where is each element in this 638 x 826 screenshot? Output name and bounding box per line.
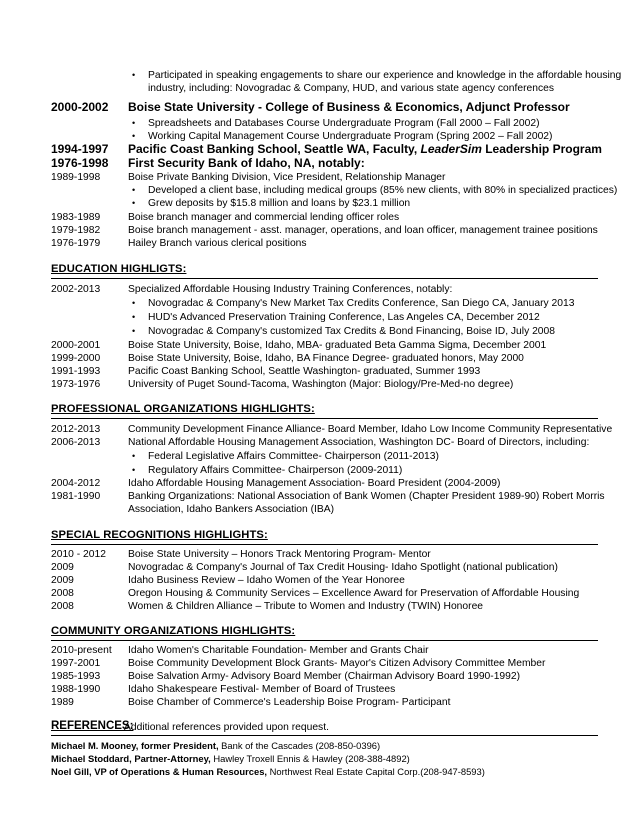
role-date: 1989-1998 bbox=[51, 172, 101, 183]
organization-text: Association, Idaho Bankers Association (IBA) bbox=[128, 504, 335, 515]
recognition-text: Oregon Housing & Community Services – Excellence Award for Preservation of Affordable Housing bbox=[128, 588, 580, 599]
education-date: 2000-2001 bbox=[51, 340, 101, 351]
job-date: 1976-1998 bbox=[51, 156, 109, 170]
bullet-icon: • bbox=[132, 118, 136, 128]
reference-org: Hawley Troxell Ennis & Hawley (208-388-4892) bbox=[210, 753, 410, 764]
bullet-icon: • bbox=[132, 298, 136, 308]
bullet-text: Novogradac & Company's customized Tax Credits & Bond Financing, Boise ID, July 2008 bbox=[148, 326, 555, 337]
education-text: Boise State University, Boise, Idaho, MBA- graduated Beta Gamma Sigma, December 2001 bbox=[128, 340, 547, 351]
section-heading-education: EDUCATION HIGHLIGTS: bbox=[51, 263, 187, 275]
recognition-date: 2010 - 2012 bbox=[51, 549, 106, 560]
organization-date: 2012-2013 bbox=[51, 424, 101, 435]
section-divider bbox=[51, 735, 598, 736]
education-text: University of Puget Sound-Tacoma, Washington (Major: Biology/Pre-Med-no degree) bbox=[128, 379, 514, 390]
community-text: Boise Chamber of Commerce's Leadership Boise Program- Participant bbox=[128, 697, 451, 708]
job-date: 1994-1997 bbox=[51, 142, 109, 156]
organization-date: 2006-2013 bbox=[51, 437, 101, 448]
reference-org: Northwest Real Estate Capital Corp.(208-947-8593) bbox=[267, 766, 485, 777]
bullet-text: Federal Legislative Affairs Committee- Chairperson (2011-2013) bbox=[148, 451, 439, 462]
organization-text: Idaho Affordable Housing Management Association- Board President (2004-2009) bbox=[128, 478, 501, 489]
role-text: Hailey Branch various clerical positions bbox=[128, 238, 307, 249]
recognition-text: Women & Children Alliance – Tribute to Women and Industry (TWIN) Honoree bbox=[128, 601, 484, 612]
reference-name: Michael Stoddard, Partner-Attorney, bbox=[51, 753, 211, 764]
job-title-part: Pacific Coast Banking School, Seattle WA, Faculty, bbox=[128, 142, 421, 156]
recognition-date: 2008 bbox=[51, 588, 74, 599]
community-date: 2010-present bbox=[51, 645, 112, 656]
recognition-date: 2008 bbox=[51, 601, 74, 612]
bullet-text: Working Capital Management Course Undergraduate Program (Spring 2002 – Fall 2002) bbox=[148, 131, 553, 142]
education-date: 1991-1993 bbox=[51, 366, 101, 377]
section-heading-recognitions: SPECIAL RECOGNITIONS HIGHLIGHTS: bbox=[51, 529, 268, 541]
section-heading-references: REFERENCES: bbox=[51, 720, 134, 732]
organization-date: 2004-2012 bbox=[51, 478, 101, 489]
reference-org: Bank of the Cascades (208-850-0396) bbox=[218, 740, 381, 751]
community-date: 1988-1990 bbox=[51, 684, 101, 695]
reference-entry bbox=[51, 740, 380, 751]
community-text: Idaho Women's Charitable Foundation- Member and Grants Chair bbox=[128, 645, 429, 656]
section-divider bbox=[51, 418, 598, 419]
section-divider bbox=[51, 544, 598, 545]
recognition-text: Idaho Business Review – Idaho Women of the Year Honoree bbox=[128, 575, 405, 586]
job-title: First Security Bank of Idaho, NA, notably: bbox=[128, 156, 365, 170]
organization-date: 1981-1990 bbox=[51, 491, 101, 502]
section-divider bbox=[51, 278, 598, 279]
community-date: 1997-2001 bbox=[51, 658, 101, 669]
education-text: Pacific Coast Banking School, Seattle Washington- graduated, Summer 1993 bbox=[128, 366, 481, 377]
recognition-text: Boise State University – Honors Track Mentoring Program- Mentor bbox=[128, 549, 431, 560]
community-text: Boise Community Development Block Grants- Mayor's Citizen Advisory Committee Member bbox=[128, 658, 546, 669]
section-divider bbox=[51, 640, 598, 641]
education-date: 1999-2000 bbox=[51, 353, 101, 364]
organization-text: Banking Organizations: National Association of Bank Women (Chapter President 1989-90) Robert Morris bbox=[128, 491, 605, 502]
bullet-text: Novogradac & Company's New Market Tax Credits Conference, San Diego CA, January 2013 bbox=[148, 298, 575, 309]
community-date: 1985-1993 bbox=[51, 671, 101, 682]
bullet-text: industry, including: Novogradac & Company, HUD, and various state agency conferences bbox=[148, 83, 554, 94]
education-text: Specialized Affordable Housing Industry Training Conferences, notably: bbox=[128, 284, 453, 295]
role-text: Boise Private Banking Division, Vice President, Relationship Manager bbox=[128, 172, 446, 183]
job-title bbox=[128, 142, 602, 156]
community-text: Idaho Shakespeare Festival- Member of Board of Trustees bbox=[128, 684, 396, 695]
organization-text: National Affordable Housing Management Association, Washington DC- Board of Directors, including: bbox=[128, 437, 590, 448]
bullet-icon: • bbox=[132, 198, 136, 208]
job-title-part: Leadership Program bbox=[481, 142, 602, 156]
bullet-text: Regulatory Affairs Committee- Chairperson (2009-2011) bbox=[148, 465, 403, 476]
reference-name: Noel Gill, VP of Operations & Human Resources, bbox=[51, 766, 268, 777]
bullet-icon: • bbox=[132, 131, 136, 141]
job-date: 2000-2002 bbox=[51, 100, 109, 114]
bullet-text: Spreadsheets and Databases Course Undergraduate Program (Fall 2000 – Fall 2002) bbox=[148, 118, 540, 129]
bullet-icon: • bbox=[132, 185, 136, 195]
recognition-date: 2009 bbox=[51, 575, 74, 586]
education-date: 1973-1976 bbox=[51, 379, 101, 390]
section-heading-community: COMMUNITY ORGANIZATIONS HIGHLIGHTS: bbox=[51, 625, 296, 637]
community-text: Boise Salvation Army- Advisory Board Member (Chairman Advisory Board 1990-1992) bbox=[128, 671, 521, 682]
role-date: 1979-1982 bbox=[51, 225, 101, 236]
section-heading-professional: PROFESSIONAL ORGANIZATIONS HIGHLIGHTS: bbox=[51, 403, 315, 415]
bullet-icon: • bbox=[132, 70, 136, 80]
recognition-date: 2009 bbox=[51, 562, 74, 573]
job-title-italic: LeaderSim bbox=[420, 142, 482, 156]
job-title: Boise State University - College of Business & Economics, Adjunct Professor bbox=[128, 100, 570, 114]
role-text: Boise branch manager and commercial lending officer roles bbox=[128, 212, 400, 223]
bullet-icon: • bbox=[132, 465, 136, 475]
bullet-icon: • bbox=[132, 326, 136, 336]
education-text: Boise State University, Boise, Idaho, BA Finance Degree- graduated honors, May 2000 bbox=[128, 353, 524, 364]
reference-entry bbox=[51, 753, 410, 764]
community-date: 1989 bbox=[51, 697, 74, 708]
recognition-text: Novogradac & Company's Journal of Tax Credit Housing- Idaho Spotlight (national publication) bbox=[128, 562, 558, 573]
references-note: Additional references provided upon request. bbox=[124, 722, 329, 733]
reference-entry bbox=[51, 766, 485, 777]
education-date: 2002-2013 bbox=[51, 284, 101, 295]
role-date: 1976-1979 bbox=[51, 238, 101, 249]
role-text: Boise branch management - asst. manager, operations, and loan officer, management trainee positions bbox=[128, 225, 598, 236]
reference-name: Michael M. Mooney, former President, bbox=[51, 740, 219, 751]
bullet-icon: • bbox=[132, 451, 136, 461]
role-date: 1983-1989 bbox=[51, 212, 101, 223]
bullet-icon: • bbox=[132, 312, 136, 322]
bullet-text: Participated in speaking engagements to share our experience and knowledge in the affordable housing bbox=[148, 70, 622, 81]
bullet-text: Grew deposits by $15.8 million and loans by $23.1 million bbox=[148, 198, 411, 209]
bullet-text: HUD's Advanced Preservation Training Conference, Las Angeles CA, December 2012 bbox=[148, 312, 540, 323]
bullet-text: Developed a client base, including medical groups (85% new clients, with 80% in specialized practices) bbox=[148, 185, 618, 196]
organization-text: Community Development Finance Alliance- Board Member, Idaho Low Income Community Representative bbox=[128, 424, 613, 435]
